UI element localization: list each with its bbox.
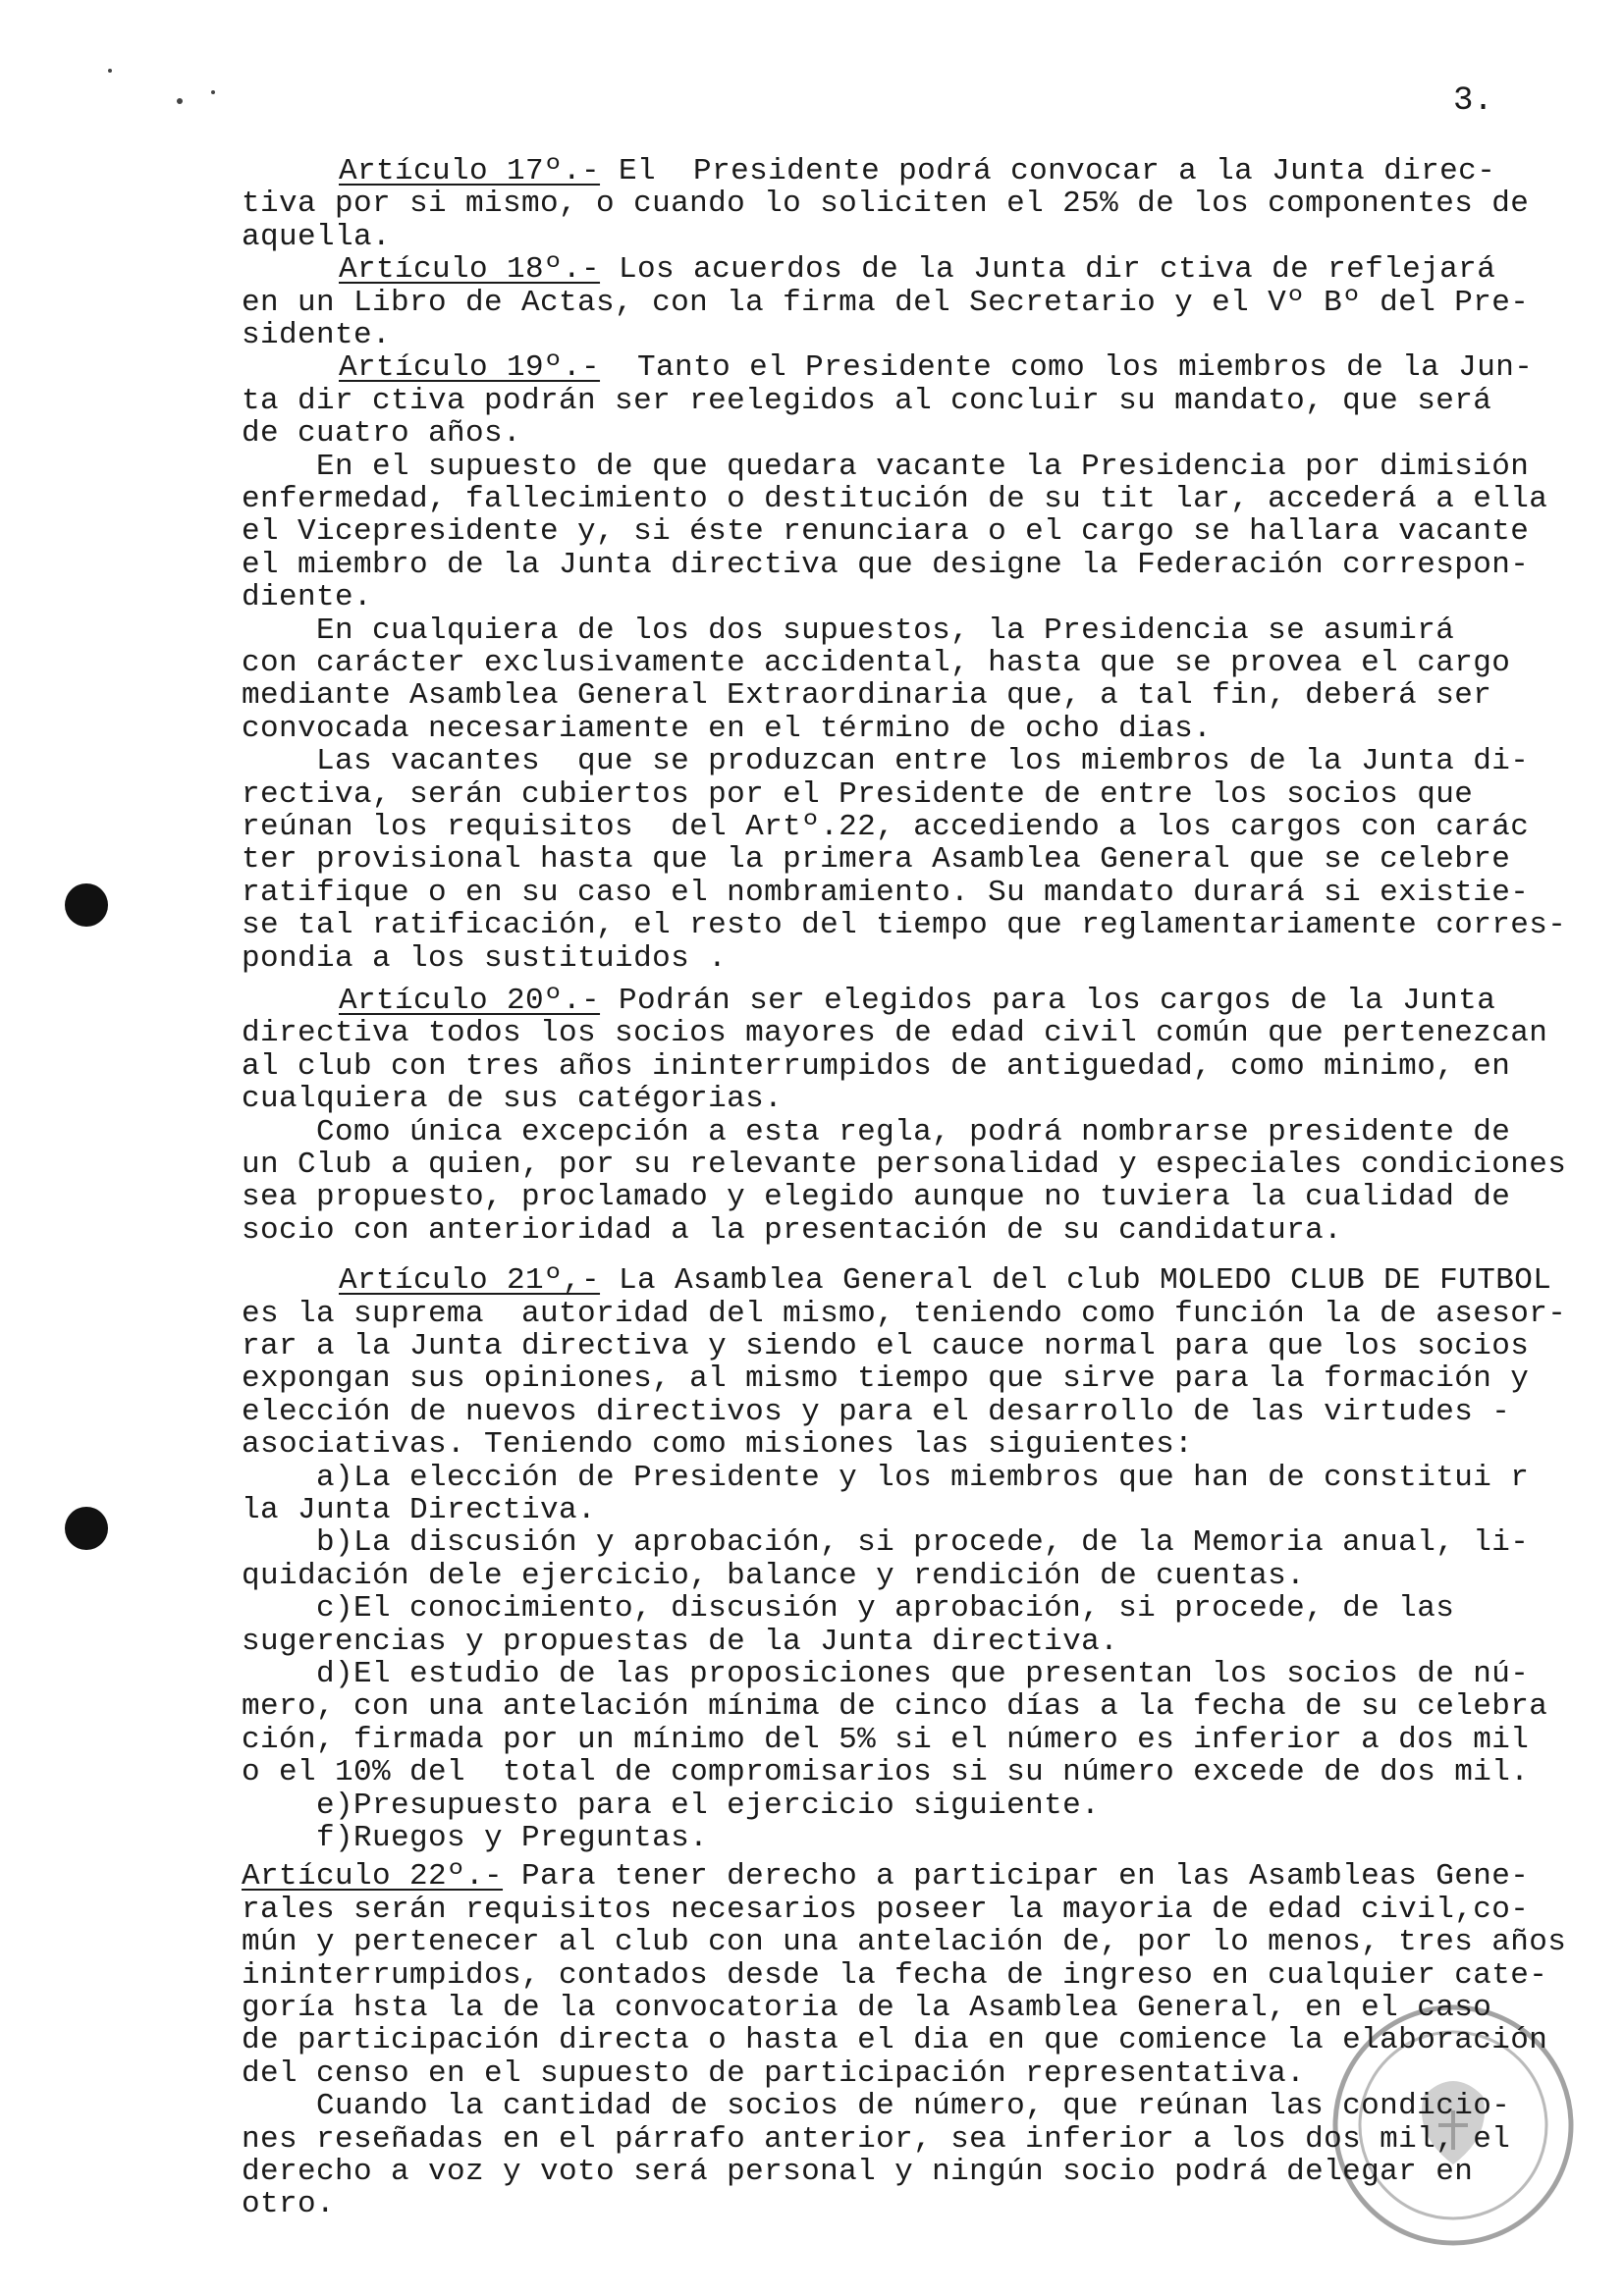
paper-speck — [211, 90, 215, 94]
paper-speck — [108, 69, 112, 73]
text-line — [242, 1658, 1529, 1691]
line-text: quidación dele ejercicio, balance y rendición de cuentas. — [242, 1559, 1306, 1593]
line-text: el miembro de la Junta directiva que designe la Federación correspon- — [242, 548, 1530, 582]
text-line — [242, 1926, 1566, 1959]
line-text: ter provisional hasta que la primera Asamblea General que se celebre — [242, 842, 1511, 877]
line-text: directiva todos los socios mayores de edad civil común que pertenezcan — [242, 1016, 1548, 1050]
line-text: Podrán ser elegidos para los cargos de la Junta — [600, 984, 1496, 1018]
line-text: o el 10% del total de compromisarios si su número excede de dos mil. — [242, 1755, 1530, 1789]
line-text: se tal ratificación, el resto del tiempo que reglamentariamente corres- — [242, 908, 1567, 942]
paper-speck — [177, 98, 183, 104]
line-text: tiva por si mismo, o cuando lo soliciten el 25% de los componentes de — [242, 187, 1530, 221]
line-text: goría hsta la de la convocatoria de la Asamblea General, en el caso — [242, 1991, 1492, 2025]
line-text: sidente. — [242, 318, 392, 352]
line-text: de participación directa o hasta el dia en que comience la elaboración — [242, 2023, 1548, 2057]
text-line — [242, 515, 1529, 549]
punch-hole — [65, 883, 108, 927]
line-text: diente. — [242, 580, 373, 614]
line-text: Como única excepción a esta regla, podrá nombrarse presidente de — [242, 1115, 1511, 1149]
line-text: rectiva, serán cubiertos por el Presidente de entre los socios que — [242, 777, 1474, 812]
article-heading: Artículo 22º.- — [242, 1859, 504, 1894]
text-line — [242, 942, 727, 976]
line-text: aquella. — [242, 220, 392, 254]
article-heading-line — [339, 985, 1495, 1018]
text-line — [242, 679, 1491, 713]
text-line — [242, 647, 1510, 680]
text-line — [242, 745, 1529, 778]
line-text: derecho a voz y voto será personal y ningún socio podrá delegar en — [242, 2155, 1474, 2189]
article-heading: Artículo 20º.- — [339, 984, 601, 1018]
text-line — [242, 1181, 1510, 1214]
line-text: ta dir ctiva podrán ser reelegidos al concluir su mandato, que será — [242, 384, 1492, 418]
text-line — [242, 1428, 1193, 1462]
line-text: d)El estudio de las proposiciones que presentan los socios de nú- — [242, 1657, 1530, 1691]
line-text: expongan sus opiniones, al mismo tiempo que sirve para la formación y — [242, 1362, 1530, 1396]
line-text: b)La discusión y aprobación, si procede, de la Memoria anual, li- — [242, 1525, 1530, 1560]
line-text: otro. — [242, 2187, 336, 2221]
text-line — [242, 1626, 1118, 1659]
line-text: cualquiera de sus catégorias. — [242, 1082, 784, 1116]
line-text: es la suprema autoridad del mismo, teniendo como función la de asesor- — [242, 1297, 1567, 1331]
text-line — [242, 2090, 1510, 2123]
line-text: En el supuesto de que quedara vacante la Presidencia por dimisión — [242, 450, 1530, 484]
text-line — [242, 581, 372, 614]
text-line — [242, 1148, 1566, 1182]
line-text: c)El conocimiento, discusión y aprobación, si procede, de las — [242, 1591, 1455, 1626]
text-line — [242, 1959, 1547, 1993]
article-heading: Artículo 19º.- — [339, 350, 601, 385]
line-text: La Asamblea General del club MOLEDO CLUB DE FUTBOL — [600, 1263, 1552, 1298]
line-text: f)Ruegos y Preguntas. — [242, 1821, 709, 1855]
line-text: Para tener derecho a participar en las Asambleas Gene- — [503, 1859, 1530, 1894]
text-line — [242, 2057, 1305, 2091]
text-line — [242, 1330, 1529, 1363]
text-line — [242, 2024, 1547, 2057]
text-line — [242, 1396, 1510, 1429]
text-line — [242, 1050, 1510, 1084]
line-text: mún y pertenecer al club con una antelación de, por lo menos, tres años — [242, 1925, 1567, 1959]
text-line — [242, 1116, 1510, 1149]
article-heading: Artículo 21º,- — [339, 1263, 601, 1298]
line-text: a)La elección de Presidente y los miembros que han de constitui r — [242, 1461, 1530, 1495]
text-line — [242, 1822, 708, 1855]
text-line — [242, 1789, 1100, 1823]
text-line — [242, 1560, 1305, 1593]
text-line — [242, 1494, 596, 1527]
text-line — [242, 1894, 1529, 1927]
line-text: Cuando la cantidad de socios de número, que reúnan las condicio- — [242, 2089, 1511, 2123]
line-text: Tanto el Presidente como los miembros de la Jun- — [600, 350, 1534, 385]
line-text: enfermedad, fallecimiento o destitución de su tit lar, accederá a ella — [242, 482, 1548, 516]
line-text: con carácter exclusivamente accidental, hasta que se provea el cargo — [242, 646, 1511, 680]
text-line — [242, 287, 1529, 320]
text-line — [242, 1298, 1566, 1331]
line-text: en un Libro de Actas, con la firma del Secretario y el Vº Bº del Pre- — [242, 286, 1530, 320]
line-text: elección de nuevos directivos y para el desarrollo de las virtudes - — [242, 1395, 1511, 1429]
text-line — [242, 1017, 1547, 1050]
article-heading-line — [242, 1860, 1529, 1894]
text-line — [242, 877, 1529, 910]
article-heading-line — [339, 155, 1495, 188]
text-line — [242, 1214, 1342, 1248]
line-text: al club con tres años ininterrumpidos de antiguedad, como minimo, en — [242, 1049, 1511, 1084]
line-text: Las vacantes que se produzcan entre los miembros de la Junta di- — [242, 744, 1530, 778]
line-text: En cualquiera de los dos supuestos, la Presidencia se asumirá — [242, 614, 1455, 648]
text-line — [242, 1724, 1529, 1757]
text-line — [242, 1462, 1529, 1495]
line-text: pondia a los sustituidos . — [242, 941, 728, 976]
punch-hole — [65, 1507, 108, 1550]
line-text: sea propuesto, proclamado y elegido aunque no tuviera la cualidad de — [242, 1180, 1511, 1214]
text-line — [242, 778, 1473, 812]
text-line — [242, 1592, 1454, 1626]
text-line — [242, 1690, 1547, 1724]
line-text: Los acuerdos de la Junta dir ctiva de reflejará — [600, 252, 1496, 287]
line-text: de cuatro años. — [242, 416, 522, 451]
text-line — [242, 1362, 1529, 1396]
text-line — [242, 843, 1510, 877]
page-number: 3. — [1453, 82, 1493, 120]
text-line — [242, 385, 1491, 418]
line-text: sugerencias y propuestas de la Junta directiva. — [242, 1625, 1119, 1659]
article-heading-line — [339, 253, 1495, 287]
line-text: un Club a quien, por su relevante personalidad y especiales condiciones — [242, 1148, 1567, 1182]
text-line — [242, 417, 521, 451]
line-text: socio con anterioridad a la presentación de su candidatura. — [242, 1213, 1343, 1248]
article-heading: Artículo 18º.- — [339, 252, 601, 287]
text-line — [242, 2123, 1510, 2157]
article-heading-line — [339, 1264, 1551, 1298]
text-line — [242, 1756, 1529, 1789]
line-text: ratifique o en su caso el nombramiento. Su mandato durará si existie- — [242, 876, 1530, 910]
text-line — [242, 1083, 783, 1116]
line-text: nes reseñadas en el párrafo anterior, sea inferior a los dos mil, el — [242, 2122, 1511, 2157]
line-text: El Presidente podrá convocar a la Junta direc- — [600, 154, 1496, 188]
article-heading-line — [339, 351, 1533, 385]
text-line — [242, 2188, 335, 2221]
line-text: ininterrumpidos, contados desde la fecha de ingreso en cualquier cate- — [242, 1958, 1548, 1993]
line-text: asociativas. Teniendo como misiones las siguientes: — [242, 1427, 1194, 1462]
line-text: la Junta Directiva. — [242, 1493, 597, 1527]
text-line — [242, 221, 391, 254]
text-line — [242, 187, 1529, 221]
text-line — [242, 483, 1547, 516]
line-text: convocada necesariamente en el término de ocho dias. — [242, 712, 1213, 746]
line-text: del censo en el supuesto de participación representativa. — [242, 2056, 1306, 2091]
line-text: rar a la Junta directiva y siendo el cauce normal para que los socios — [242, 1329, 1530, 1363]
line-text: mero, con una antelación mínima de cinco días a la fecha de su celebra — [242, 1689, 1548, 1724]
text-line — [242, 1526, 1529, 1560]
line-text: mediante Asamblea General Extraordinaria que, a tal fin, deberá ser — [242, 678, 1492, 713]
text-line — [242, 1992, 1491, 2025]
article-heading: Artículo 17º.- — [339, 154, 601, 188]
text-line — [242, 451, 1529, 484]
text-line — [242, 614, 1454, 648]
line-text: el Vicepresidente y, si éste renunciara o el cargo se hallara vacante — [242, 514, 1530, 549]
text-line — [242, 549, 1529, 582]
text-line — [242, 2156, 1473, 2189]
text-line — [242, 811, 1529, 844]
text-line — [242, 319, 391, 352]
line-text: ción, firmada por un mínimo del 5% si el número es inferior a dos mil — [242, 1723, 1530, 1757]
line-text: rales serán requisitos necesarios poseer la mayoria de edad civil,co- — [242, 1893, 1530, 1927]
line-text: e)Presupuesto para el ejercicio siguiente. — [242, 1789, 1101, 1823]
text-line — [242, 713, 1212, 746]
text-line — [242, 909, 1566, 942]
line-text: reúnan los requisitos del Artº.22, accediendo a los cargos con carác — [242, 810, 1530, 844]
